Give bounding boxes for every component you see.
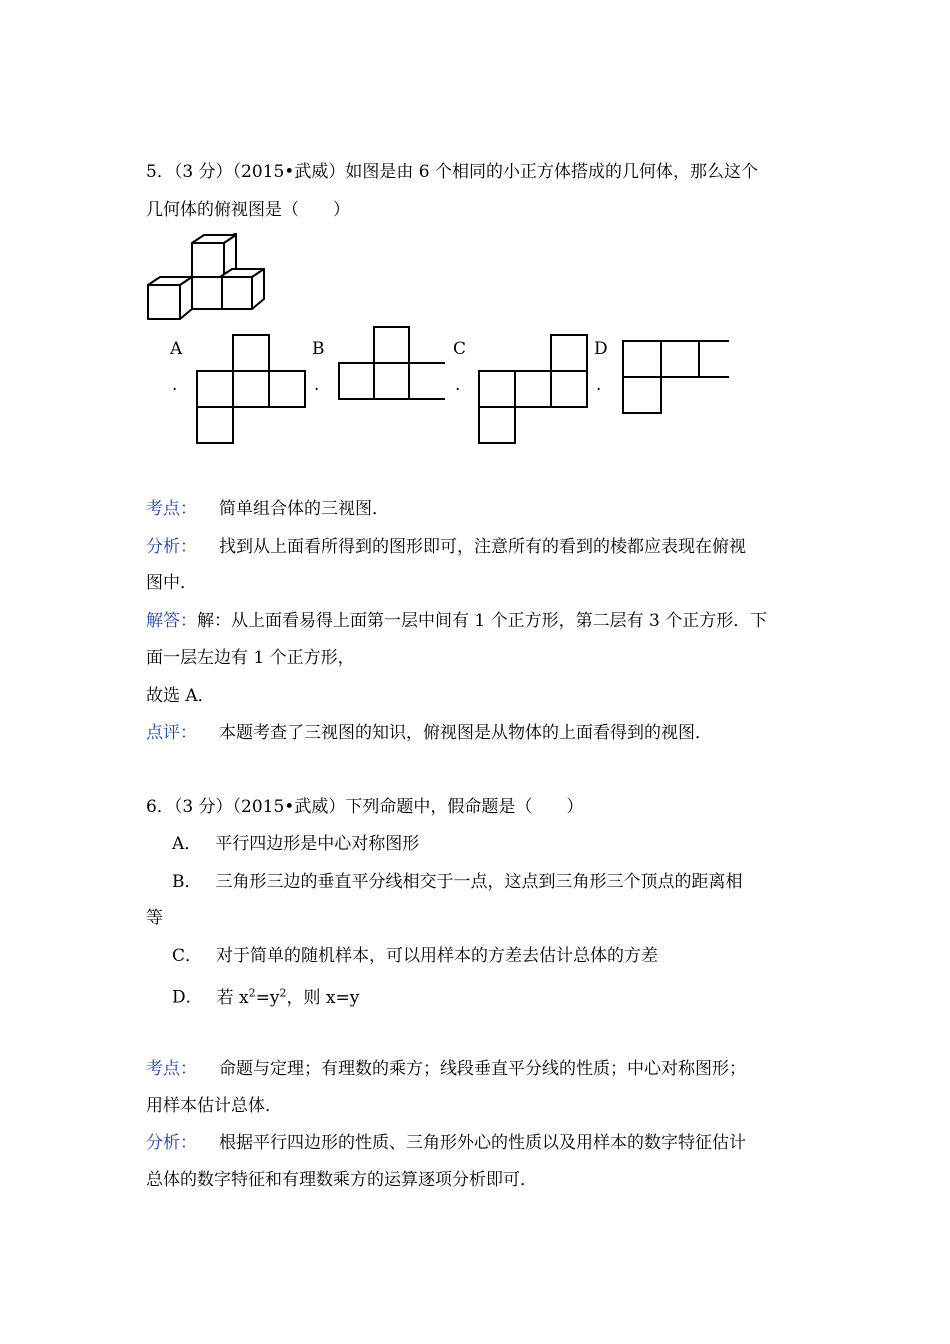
q5-option-b-figure (337, 325, 447, 403)
q6-option-a-text: 平行四边形是中心对称图形 (215, 834, 420, 854)
q6-option-c-text: 对于简单的随机样本，可以用样本的方差去估计总体的方差 (216, 946, 659, 966)
q5-option-a-dot: . (172, 375, 178, 395)
q6-option-a-letter: A． (172, 834, 202, 854)
q5-stem-line2: 几何体的俯视图是（ ） (146, 200, 350, 220)
q5-option-d-letter: D (594, 339, 608, 359)
q6-option-b (172, 871, 743, 893)
q6-option-b-line2: 等 (146, 908, 163, 928)
q6-kaodian-text: 命题与定理；有理数的乘方；线段垂直平分线的性质；中心对称图形； (219, 1059, 746, 1079)
q6-option-b-text: 三角形三边的垂直平分线相交于一点，这点到三角形三个顶点的距离相 (215, 872, 743, 892)
q5-option-a-figure (195, 333, 307, 445)
q5-option-b-dot: . (314, 375, 320, 395)
q5-jieda-line3: 故选 A． (146, 686, 215, 706)
q5-stem-line1: 5．（3 分）（2015•武威）如图是由 6 个相同的小正方体搭成的几何体，那么这个 (146, 162, 758, 182)
q5-fenxi-label: 分析： (146, 537, 197, 557)
q6-option-d-text: 若 $x^2=y^2$，则 x=y (216, 986, 360, 1008)
q5-jieda-text: 解：从上面看易得上面第一层中间有 1 个正方形，第二层有 3 个正方形．下 (197, 611, 768, 631)
q5-jieda-line2: 面一层左边有 1 个正方形， (146, 648, 355, 668)
q6-option-c (172, 945, 658, 967)
q5-jieda-label: 解答： (146, 611, 197, 631)
q5-fenxi-line2: 图中． (146, 573, 197, 593)
q6-option-a (172, 833, 419, 855)
q6-fenxi-text: 根据平行四边形的性质、三角形外心的性质以及用样本的数字特征估计 (219, 1133, 746, 1153)
q6-kaodian-line2: 用样本估计总体． (146, 1096, 282, 1116)
q6-option-b-letter: B． (172, 872, 202, 892)
q6-fenxi-label: 分析： (146, 1133, 197, 1153)
q5-option-b-letter: B (312, 339, 325, 359)
q6-fenxi-line2: 总体的数字特征和有理数乘方的运算逐项分析即可． (146, 1170, 537, 1190)
q5-option-c-dot: . (455, 375, 461, 395)
q5-option-c-figure (477, 333, 589, 445)
q5-option-a-letter: A (170, 339, 183, 359)
q6-option-d (172, 982, 359, 1009)
q5-option-c-letter: C (453, 339, 467, 359)
q6-fenxi (146, 1132, 746, 1154)
q6-option-c-letter: C． (172, 946, 203, 966)
q5-dianping-label: 点评： (146, 723, 197, 743)
q5-kaodian (146, 498, 389, 520)
q5-dianping-text: 本题考查了三视图的知识，俯视图是从物体的上面看得到的视图． (219, 723, 712, 743)
q5-dianping (146, 722, 712, 744)
q6-kaodian-label: 考点： (146, 1059, 197, 1079)
q5-kaodian-label: 考点： (146, 499, 197, 519)
q5-fenxi (146, 536, 746, 558)
q5-option-d-figure (621, 339, 731, 417)
q6-stem: 6．（3 分）（2015•武威）下列命题中，假命题是（ ） (146, 797, 584, 817)
q6-kaodian (146, 1058, 746, 1080)
q5-option-d-dot: . (596, 375, 602, 395)
q5-kaodian-text: 简单组合体的三视图． (219, 499, 389, 519)
cube-solid-figure (146, 233, 270, 323)
q6-option-d-letter: D． (172, 987, 203, 1008)
q5-jieda (146, 610, 767, 632)
q5-fenxi-text: 找到从上面看所得到的图形即可，注意所有的看到的棱都应表现在俯视 (219, 537, 746, 557)
